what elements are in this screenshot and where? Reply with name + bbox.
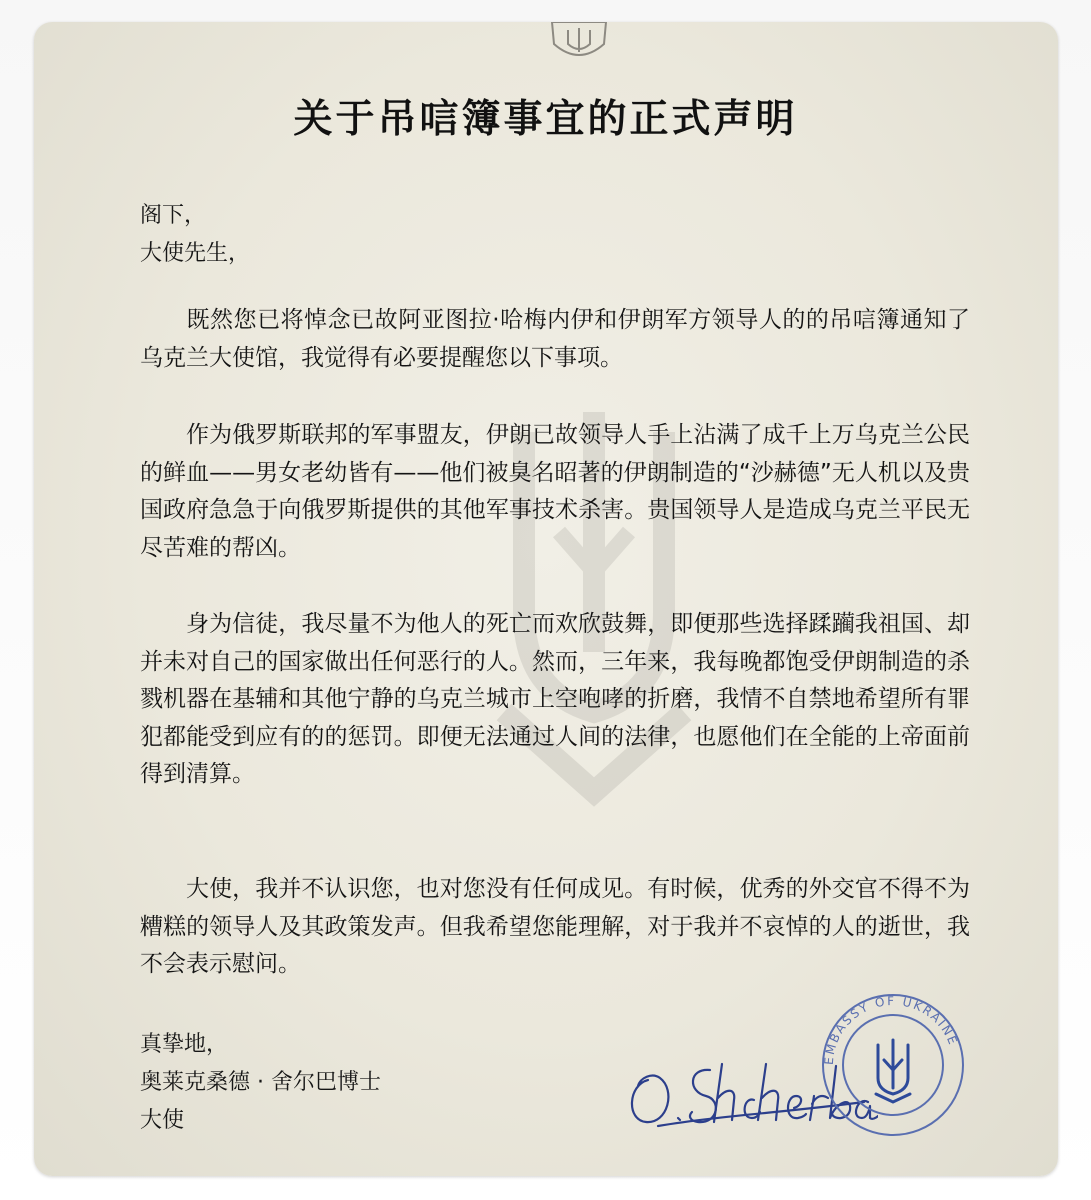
salutation-line: 大使先生， xyxy=(140,241,251,266)
paragraph-text: 既然您已将悼念已故阿亚图拉·哈梅内伊和伊朗军方领导人的的吊唁簿通知了乌克兰大使馆，我觉得有必要提醒您以下事项。 xyxy=(140,307,970,371)
paragraph-text: 身为信徒，我尽量不为他人的死亡而欢欣鼓舞，即便那些选择蹂躏我祖国、却并未对自己的国家做出任何恶行的人。然而，三年来，我每晚都饱受伊朗制造的杀戮机器在基辅和其他宁静的乌克兰城市上空咆哮的折磨，我情不自禁地希望所有罪犯都能受到应有的的惩罚。即便无法通过人间的法律，也愿他们在全能的上帝面前得到清算。 xyxy=(140,611,970,787)
body-paragraph xyxy=(140,417,970,567)
paragraph-text: 大使，我并不认识您，也对您没有任何成见。有时候，优秀的外交官不得不为糟糕的领导人及其政策发声。但我希望您能理解，对于我并不哀悼的人的逝世，我不会表示慰问。 xyxy=(140,876,970,977)
letter-title: 关于吊唁簿事宜的正式声明 xyxy=(293,96,798,142)
salutation xyxy=(140,197,250,273)
body-paragraph xyxy=(140,871,970,984)
closing-phrase: 真挚地， xyxy=(140,1032,229,1057)
svg-text:EMBASSY OF UKRAINE xyxy=(822,994,961,1065)
seal-text: EMBASSY OF UKRAINE xyxy=(821,993,961,1066)
signer-title: 大使 xyxy=(140,1108,185,1133)
body-paragraph xyxy=(140,606,970,794)
signer-name: 奥莱克桑德 · 舍尔巴博士 xyxy=(140,1070,381,1095)
embassy-seal-stamp xyxy=(818,990,968,1140)
paragraph-text: 作为俄罗斯联邦的军事盟友，伊朗已故领导人手上沾满了成千上万乌克兰公民的鲜血——男女老幼皆有——他们被臭名昭著的伊朗制造的“沙赫德”无人机以及贵国政府急急于向俄罗斯提供的其他军事技术杀害。贵国领导人是造成乌克兰平民无尽苦难的帮凶。 xyxy=(140,422,970,561)
closing-block xyxy=(140,1026,381,1140)
top-trident-emblem-icon xyxy=(544,22,614,66)
body-paragraph xyxy=(140,302,970,377)
salutation-line: 阁下， xyxy=(140,203,207,228)
